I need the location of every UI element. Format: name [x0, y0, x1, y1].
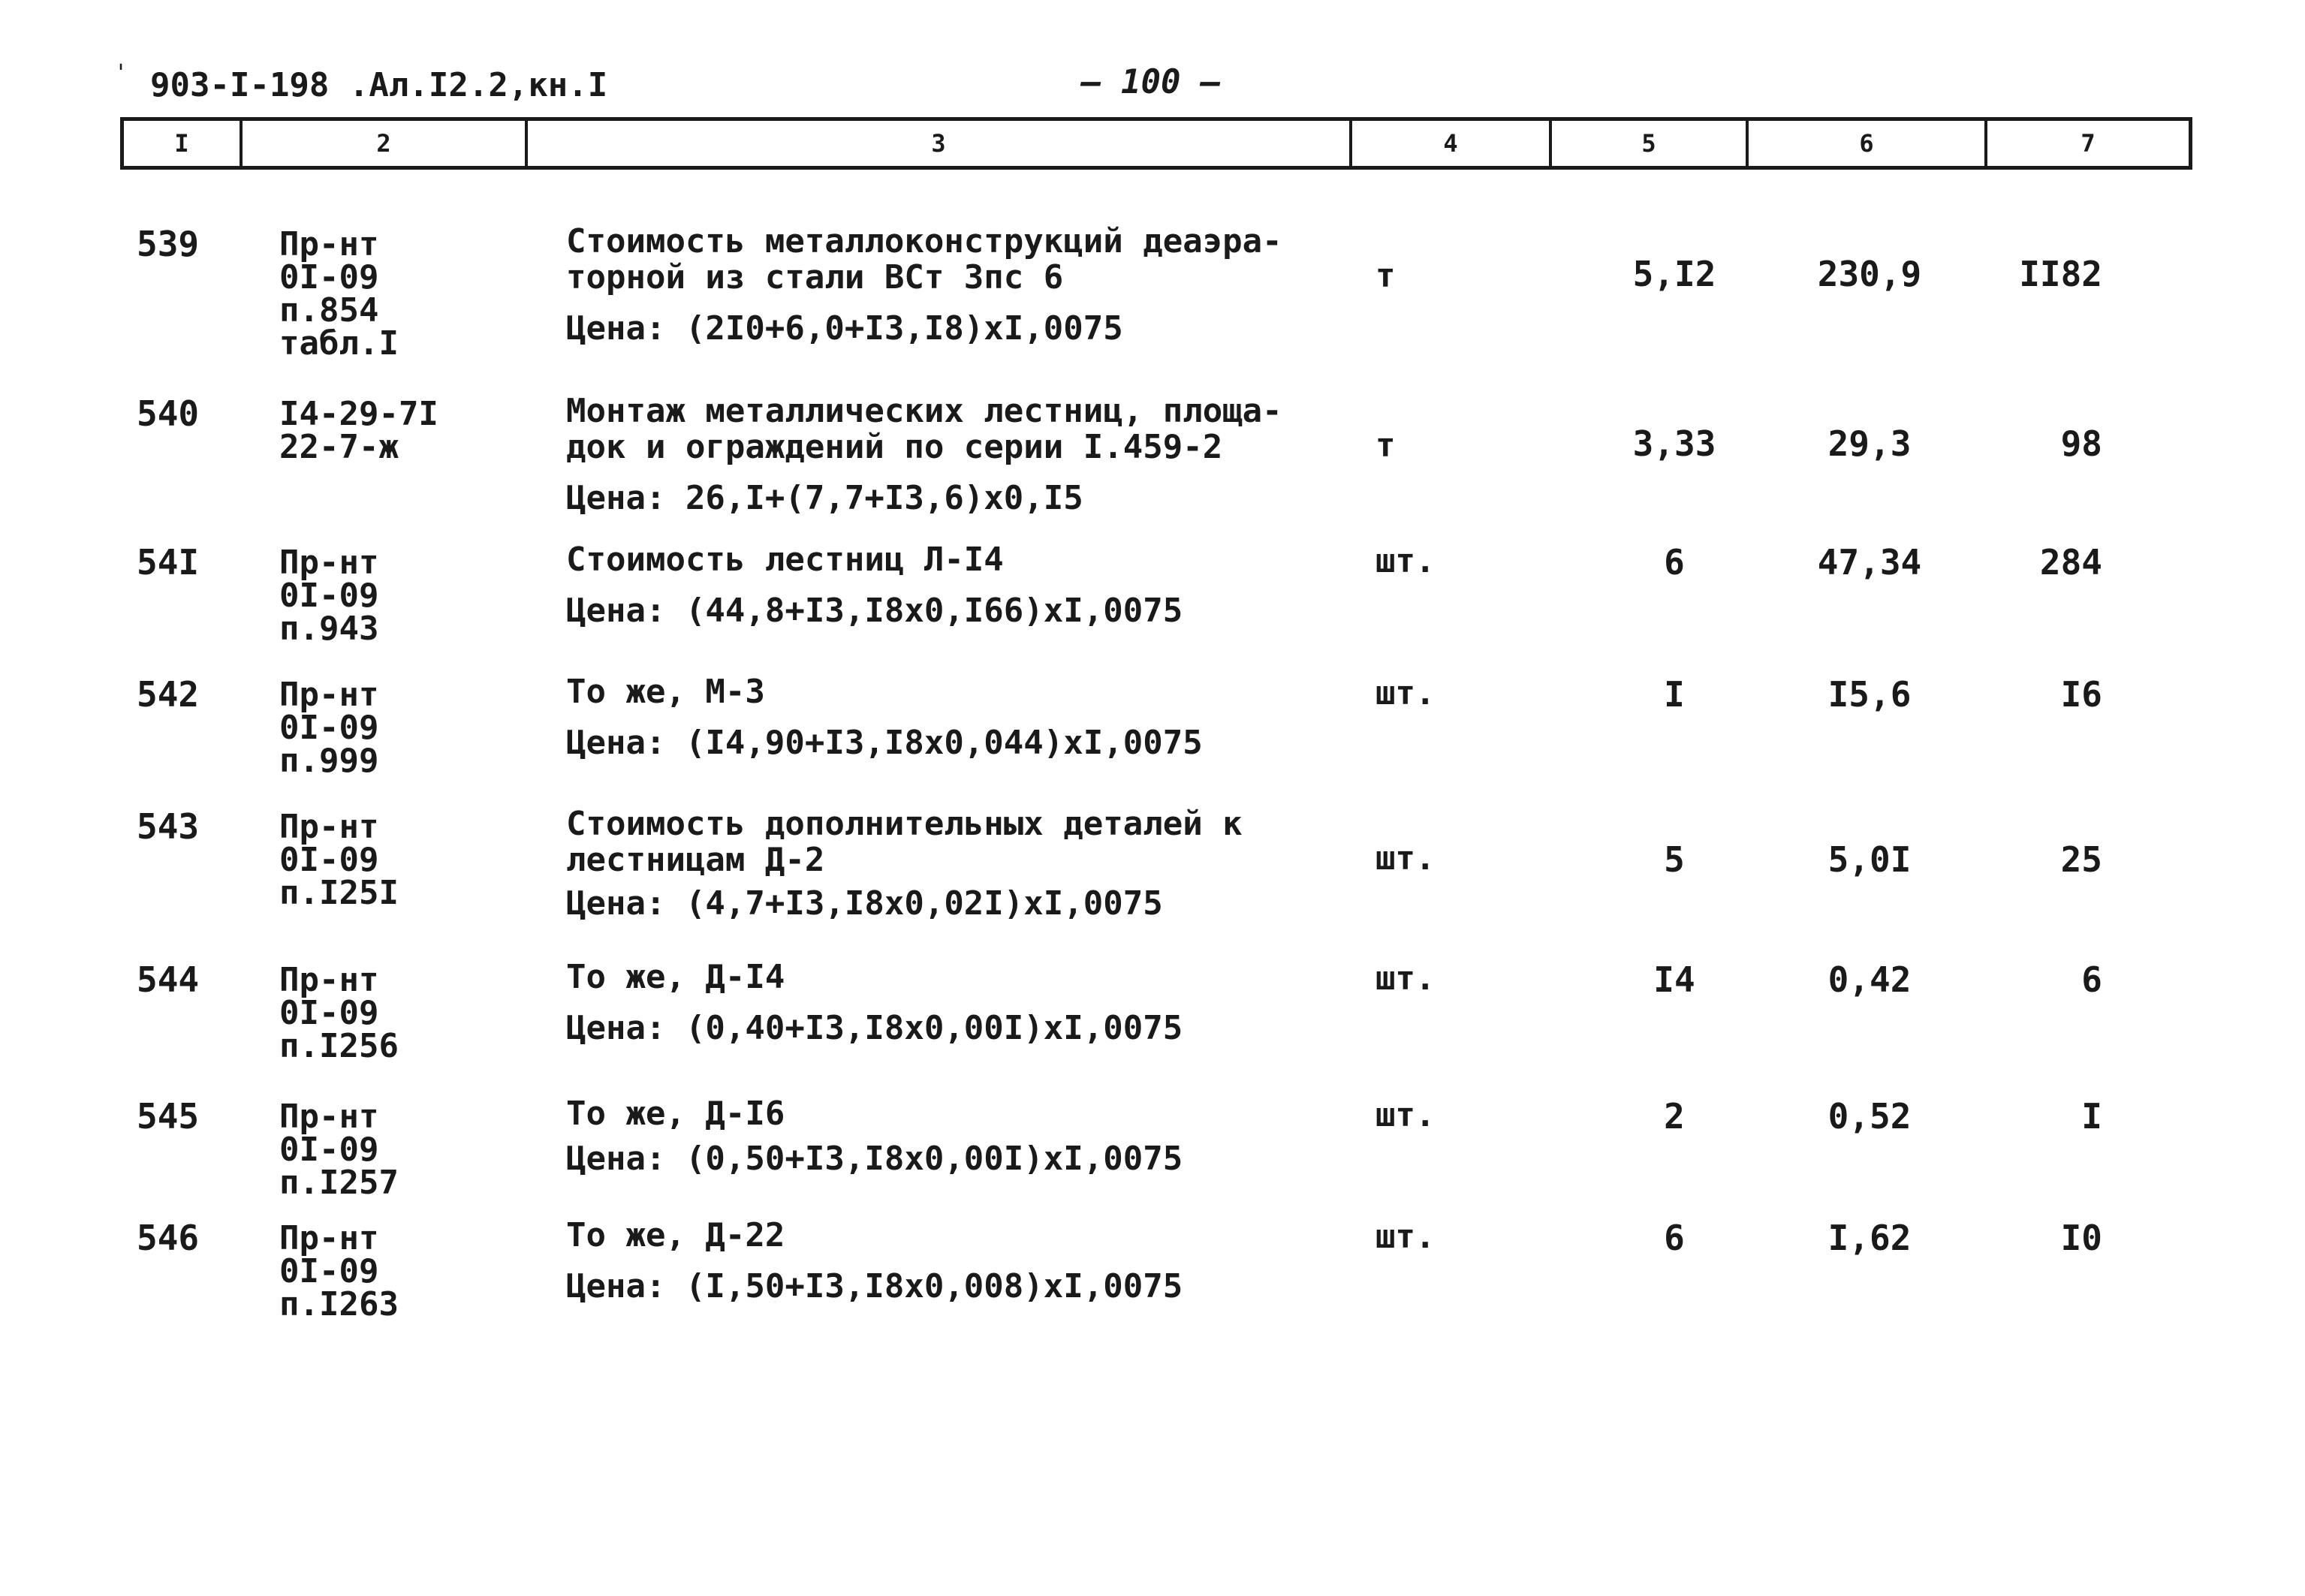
column-header-row — [120, 117, 2192, 170]
row-total: I6 — [2060, 674, 2102, 715]
row-number: 543 — [137, 806, 200, 847]
row-unit: шт. — [1375, 959, 1436, 998]
price-formula: Цена: (2I0+6,0+I3,I8)хI,0075 — [566, 309, 1123, 348]
price-formula: Цена: (0,40+I3,I8х0,00I)хI,0075 — [566, 1009, 1183, 1047]
price-formula: Цена: (I4,90+I3,I8х0,044)хI,0075 — [566, 724, 1203, 762]
row-number: 542 — [137, 674, 200, 715]
row-total: 25 — [2060, 839, 2102, 880]
row-unit: шт. — [1375, 542, 1436, 580]
row-description: То же, Д-I6 Цена: (0,50+I3,I8х0,00I)хI,0075 — [566, 1095, 1183, 1178]
document-code: 903-I-198 .Ал.I2.2,кн.I — [150, 66, 608, 104]
row-unit: шт. — [1375, 1096, 1436, 1134]
row-unit-price: 0,42 — [1827, 959, 1912, 1000]
row-unit-price: 230,9 — [1817, 254, 1922, 294]
row-description: Стоимость дополнительных деталей к лестницам Д-2 Цена: (4,7+I3,I8х0,02I)хI,0075 — [566, 805, 1243, 923]
row-description: Стоимость металлоконструкций деаэра- торной из стали ВСт 3пс 6 Цена: (2I0+6,0+I3,I8)хI,0075 — [566, 222, 1282, 348]
row-quantity: I4 — [1653, 959, 1695, 1000]
row-unit-price: 5,0I — [1827, 839, 1912, 880]
row-number: 544 — [137, 959, 200, 1000]
page-number: — 100 — — [1081, 63, 1221, 101]
row-unit: т — [1375, 257, 1396, 295]
row-unit: шт. — [1375, 839, 1436, 878]
row-reference: Пр-нт 0I-09 п.854 табл.I — [279, 225, 399, 363]
row-unit-price: I5,6 — [1827, 674, 1912, 715]
row-number: 546 — [137, 1218, 200, 1258]
row-reference: Пр-нт 0I-09 п.I256 — [279, 961, 399, 1065]
row-number: 545 — [137, 1096, 200, 1137]
row-unit-price: 29,3 — [1827, 423, 1912, 464]
row-unit: шт. — [1375, 1218, 1436, 1256]
column-header-2: 2 — [243, 121, 528, 166]
row-quantity: 2 — [1664, 1096, 1685, 1137]
row-quantity: 3,33 — [1632, 423, 1716, 464]
row-quantity: 6 — [1664, 542, 1685, 583]
row-quantity: 5 — [1664, 839, 1685, 880]
row-reference: Пр-нт 0I-09 п.943 — [279, 544, 379, 648]
row-total: 284 — [2039, 542, 2102, 583]
row-unit-price: 0,52 — [1827, 1096, 1912, 1137]
row-quantity: 6 — [1664, 1218, 1685, 1258]
row-total: 6 — [2081, 959, 2102, 1000]
price-formula: Цена: (44,8+I3,I8х0,I66)хI,0075 — [566, 592, 1183, 630]
column-header-1: I — [124, 121, 243, 166]
row-reference: I4-29-7I 22-7-ж — [279, 395, 438, 466]
row-quantity: I — [1664, 674, 1685, 715]
row-reference: Пр-нт 0I-09 п.I263 — [279, 1219, 399, 1323]
margin-tick: ' — [114, 60, 128, 86]
price-formula: Цена: (I,50+I3,I8х0,008)хI,0075 — [566, 1267, 1183, 1305]
row-number: 539 — [137, 224, 200, 264]
price-formula: Цена: 26,I+(7,7+I3,6)х0,I5 — [566, 479, 1083, 517]
row-unit: т — [1375, 426, 1396, 465]
row-total: I0 — [2060, 1218, 2102, 1258]
price-formula: Цена: (0,50+I3,I8х0,00I)хI,0075 — [566, 1140, 1183, 1178]
column-header-7: 7 — [2081, 129, 2096, 158]
row-reference: Пр-нт 0I-09 п.I257 — [279, 1098, 399, 1202]
row-unit-price: 47,34 — [1817, 542, 1922, 583]
row-quantity: 5,I2 — [1632, 254, 1716, 294]
column-header-3: 3 — [528, 121, 1352, 166]
row-total: 98 — [2060, 423, 2102, 464]
row-description: Стоимость лестниц Л-I4 Цена: (44,8+I3,I8х0,I66)хI,0075 — [566, 541, 1183, 630]
row-description: То же, Д-22 Цена: (I,50+I3,I8х0,008)хI,0075 — [566, 1216, 1183, 1305]
row-description: Монтаж металлических лестниц, площа- док и ограждений по серии I.459-2 Цена: 26,I+(7,7+I3,6)х0,I5 — [566, 392, 1282, 517]
price-formula: Цена: (4,7+I3,I8х0,02I)хI,0075 — [566, 884, 1163, 923]
row-total: I — [2081, 1096, 2102, 1137]
row-unit: шт. — [1375, 674, 1436, 712]
row-description: То же, Д-I4 Цена: (0,40+I3,I8х0,00I)хI,0075 — [566, 958, 1183, 1047]
column-header-4: 4 — [1352, 121, 1552, 166]
column-header-5: 5 — [1552, 121, 1749, 166]
row-reference: Пр-нт 0I-09 п.I25I — [279, 808, 399, 912]
row-total: II82 — [2019, 254, 2102, 294]
row-unit-price: I,62 — [1827, 1218, 1912, 1258]
row-number: 54I — [137, 542, 200, 583]
row-description: То же, М-3 Цена: (I4,90+I3,I8х0,044)хI,0075 — [566, 673, 1203, 762]
row-reference: Пр-нт 0I-09 п.999 — [279, 676, 379, 780]
column-header-6: 6 — [1749, 121, 1987, 166]
row-number: 540 — [137, 393, 200, 434]
